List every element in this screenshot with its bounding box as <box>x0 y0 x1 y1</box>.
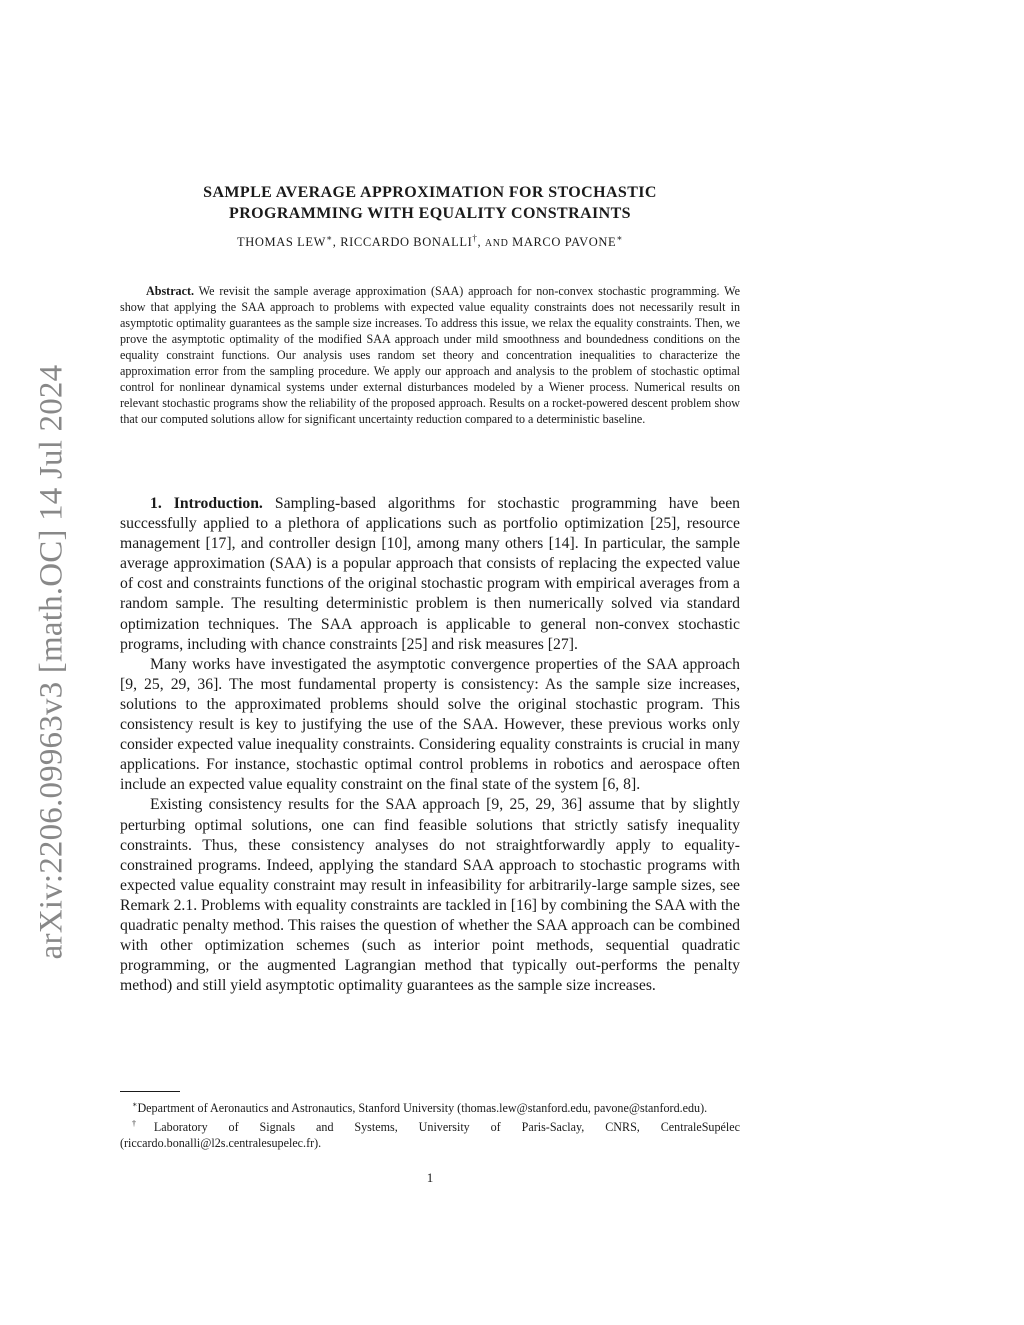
section-heading: 1. Introduction. <box>150 495 263 512</box>
footnote-mark: † <box>132 1119 154 1129</box>
author-list: THOMAS LEW∗, RICCARDO BONALLI†, AND MARCO PAVONE∗ <box>237 233 623 250</box>
introduction-section <box>120 494 740 996</box>
abstract <box>120 283 740 427</box>
author-bonalli: RICCARDO BONALLI <box>340 235 473 250</box>
affiliation-mark: † <box>472 233 478 243</box>
footnote-2 <box>120 1116 740 1151</box>
paper-title <box>120 182 740 224</box>
title-line-2: PROGRAMMING WITH EQUALITY CONSTRAINTS <box>229 205 631 222</box>
title-line-1: SAMPLE AVERAGE APPROXIMATION FOR STOCHASTIC <box>203 184 657 201</box>
intro-paragraph-3: Existing consistency results for the SAA approach [9, 25, 29, 36] assume that by slightly perturbing optimal solutions, one can find feasible solutions that strictly satisfy inequality constraints. Thus, these consistency analyses do not straightforwardly apply to equality-constrained programs. Indeed, applying the standard SAA approach to stochastic programs with expected value equality constraint may result in infeasibility for arbitrarily-large sample sizes, see Remark 2.1. Problems with equality constraints are tackled in [16] by combining the SAA with the quadratic penalty method. This raises the question of whether the SAA approach can be combined with other optimization schemes (such as interior point methods, sequential quadratic programming, or the augmented Lagrangian method that typically out-performs the penalty method) and still yield asymptotic optimality guarantees as the sample size increases. <box>120 796 740 995</box>
page-number: 1 <box>426 1170 434 1185</box>
paragraph-text: Sampling-based algorithms for stochastic programming have been successfully applied to a plethora of applications such as portfolio optimization [25], resource management [17], and controller design [10], among many others [14]. In particular, the sample average approximation (SAA) is a popular approach that consists of replacing the expected value of cost and constraints functions of the original stochastic program with empirical averages from a random sample. The resulting deterministic problem is then numerically solved via standard optimization techniques. The SAA approach is applicable to general non-convex stochastic programs, including with chance constraints [25] and risk measures [27]. <box>120 495 740 653</box>
arxiv-identifier-sidebar: arXiv:2206.09963v3 [math.OC] 14 Jul 2024 <box>33 364 70 960</box>
footnotes <box>120 1097 740 1151</box>
abstract-label: Abstract. <box>146 284 195 298</box>
footnote-text: Department of Aeronautics and Astronautics, Stanford University (thomas.lew@stanford.edu, pavone@stanford.edu). <box>137 1101 708 1116</box>
affiliation-mark: ∗ <box>616 233 623 243</box>
author-lew: THOMAS LEW <box>237 235 327 250</box>
author-conjunction: AND <box>484 238 509 250</box>
footnote-rule <box>120 1091 180 1092</box>
footnote-mark: ∗ <box>132 1100 138 1109</box>
affiliation-mark: ∗ <box>326 233 333 243</box>
footnote-1 <box>120 1097 740 1116</box>
author-pavone: MARCO PAVONE <box>512 235 617 250</box>
intro-paragraph-2: Many works have investigated the asymptotic convergence properties of the SAA approach [9, 25, 29, 36]. The most fundamental property is consistency: As the sample size increases, solutions to the approximated problems should solve the original stochastic program. This consistency result is key to justifying the use of the SAA. However, these previous works only consider expected value inequality constraints. Considering equality constraints is crucial in many applications. For instance, stochastic optimal control problems in robotics and aerospace often include an expected value equality constraint on the final state of the system [6, 8]. <box>120 655 740 794</box>
intro-paragraph-1 <box>120 494 740 655</box>
footnote-text: Laboratory of Signals and Systems, University of Paris-Saclay, CNRS, CentraleSupélec (riccardo.bonalli@l2s.centralesupelec.fr). <box>120 1120 740 1151</box>
abstract-text: We revisit the sample average approximation (SAA) approach for non-convex stochastic programming. We show that applying the SAA approach to problems with expected value equality constraints does not necessarily result in asymptotic optimality guarantees as the sample size increases. To address this issue, we relax the equality constraints. Then, we prove the asymptotic optimality of the modified SAA approach under mild smoothness and boundedness conditions on the equality constraint functions. Our analysis uses random set theory and concentration inequalities to characterize the approximation error from the sampling procedure. We apply our approach and analysis to the problem of stochastic optimal control for nonlinear dynamical systems under external disturbances modeled by a Wiener process. Numerical results on relevant stochastic programs show the reliability of the proposed approach. Results on a rocket-powered descent problem show that our computed solutions allow for significant uncertainty reduction compared to a deterministic baseline. <box>120 284 740 426</box>
